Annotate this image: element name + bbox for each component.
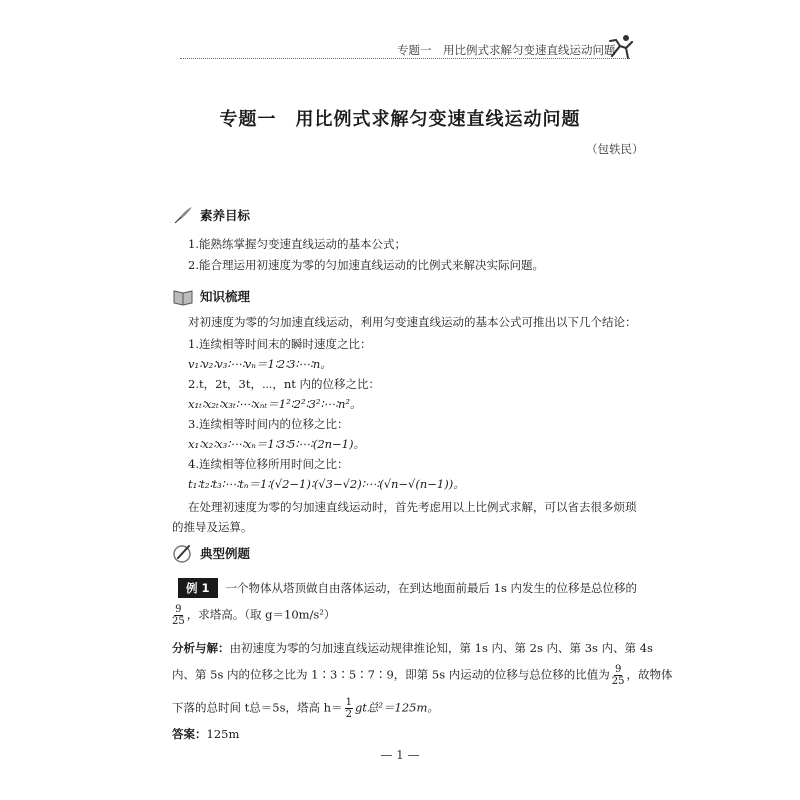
knowledge-item-3: 3.连续相等时间内的位移之比： — [188, 417, 349, 431]
example-1-line-1 — [178, 578, 637, 598]
section-goals — [172, 202, 250, 228]
knowledge-formula-3: x₁∶x₂∶x₃∶⋯∶xₙ＝1∶3∶5∶⋯∶(2n−1)。 — [188, 437, 365, 451]
knowledge-item-2: 2.t，2t，3t，⋯，nt 内的位移之比： — [188, 377, 381, 391]
fraction-1-2: $\frac{1}{2}$ — [345, 697, 352, 720]
example-badge: 例 1 — [178, 578, 218, 598]
example-1-line-2 — [170, 604, 335, 627]
example-1-text-1: 一个物体从塔顶做自由落体运动，在到达地面前最后 1s 内发生的位移是总位移的 — [225, 581, 638, 595]
page-title: 专题一 用比例式求解匀变速直线运动问题 — [219, 109, 581, 130]
section-examples — [172, 540, 250, 566]
analysis-line-3 — [172, 697, 439, 720]
knowledge-formula-2: x₁ₜ∶x₂ₜ∶x₃ₜ∶⋯∶xₙₜ＝1²∶2²∶3²∶⋯∶n²。 — [188, 397, 362, 411]
open-book-icon — [172, 285, 194, 307]
author: （包轶民） — [586, 142, 644, 156]
knowledge-intro: 对初速度为零的匀加速直线运动，利用匀变速直线运动的基本公式可推出以下几个结论： — [188, 315, 637, 329]
quill-icon — [172, 204, 194, 226]
section-knowledge — [172, 283, 250, 309]
fraction-9-25-ratio: $\frac{9}{25}$ — [611, 664, 625, 687]
section-examples-label: 典型例题 — [200, 546, 251, 561]
knowledge-item-1: 1.连续相等时间末的瞬时速度之比： — [188, 337, 372, 351]
knowledge-item-4: 4.连续相等位移所用时间之比： — [188, 457, 349, 471]
answer-value: 125m — [206, 727, 240, 741]
running-header: 专题一 用比例式求解匀变速直线运动问题 — [397, 43, 616, 57]
knowledge-formula-4: t₁∶t₂∶t₃∶⋯∶tₙ＝1∶(√2−1)∶(√3−√2)∶⋯∶(√n−√(n−1))。 — [188, 477, 465, 491]
fraction-9-25: $\frac{9}{25}$ — [172, 604, 185, 627]
answer-label: 答案： — [172, 727, 207, 741]
analysis-line-2 — [172, 664, 673, 687]
pen-circle-icon — [172, 542, 194, 564]
goal-item-1: 1.能熟练掌握匀变速直线运动的基本公式； — [188, 237, 406, 251]
section-knowledge-label: 知识梳理 — [200, 289, 251, 304]
runner-logo-icon — [606, 32, 636, 62]
analysis-text-2b: ，故物体 — [626, 667, 673, 682]
analysis-text-2a: 内、第 5s 内的位移之比为 1∶3∶5∶7∶9，即第 5s 内运动的位移与总位移的比值为 — [172, 667, 610, 682]
example-1-text-2: ，求塔高。（取 g＝10m/s²） — [186, 607, 336, 622]
knowledge-conclusion-line-1: 在处理初速度为零的匀加速直线运动时，首先考虑用以上比例式求解，可以省去很多烦琐 — [188, 500, 637, 514]
answer-line — [172, 726, 239, 742]
header-divider — [180, 58, 630, 59]
analysis-text-3a: 下落的总时间 t总＝5s，塔高 h＝ — [172, 700, 343, 715]
analysis-text-3b: gt总²＝125m。 — [354, 700, 439, 715]
analysis-text-1: 由初速度为零的匀加速直线运动规律推论知，第 1s 内、第 2s 内、第 3s 内、第 4s — [229, 641, 653, 655]
section-goals-label: 素养目标 — [200, 208, 251, 223]
knowledge-conclusion-line-2: 的推导及运算。 — [172, 520, 253, 534]
analysis-line-1 — [172, 640, 653, 656]
knowledge-formula-1: v₁∶v₂∶v₃∶⋯∶vₙ＝1∶2∶3∶⋯∶n。 — [188, 357, 332, 371]
goal-item-2: 2.能合理运用初速度为零的匀加速直线运动的比例式来解决实际问题。 — [188, 258, 544, 272]
page-number: — 1 — — [380, 748, 420, 762]
analysis-label: 分析与解： — [172, 641, 230, 655]
